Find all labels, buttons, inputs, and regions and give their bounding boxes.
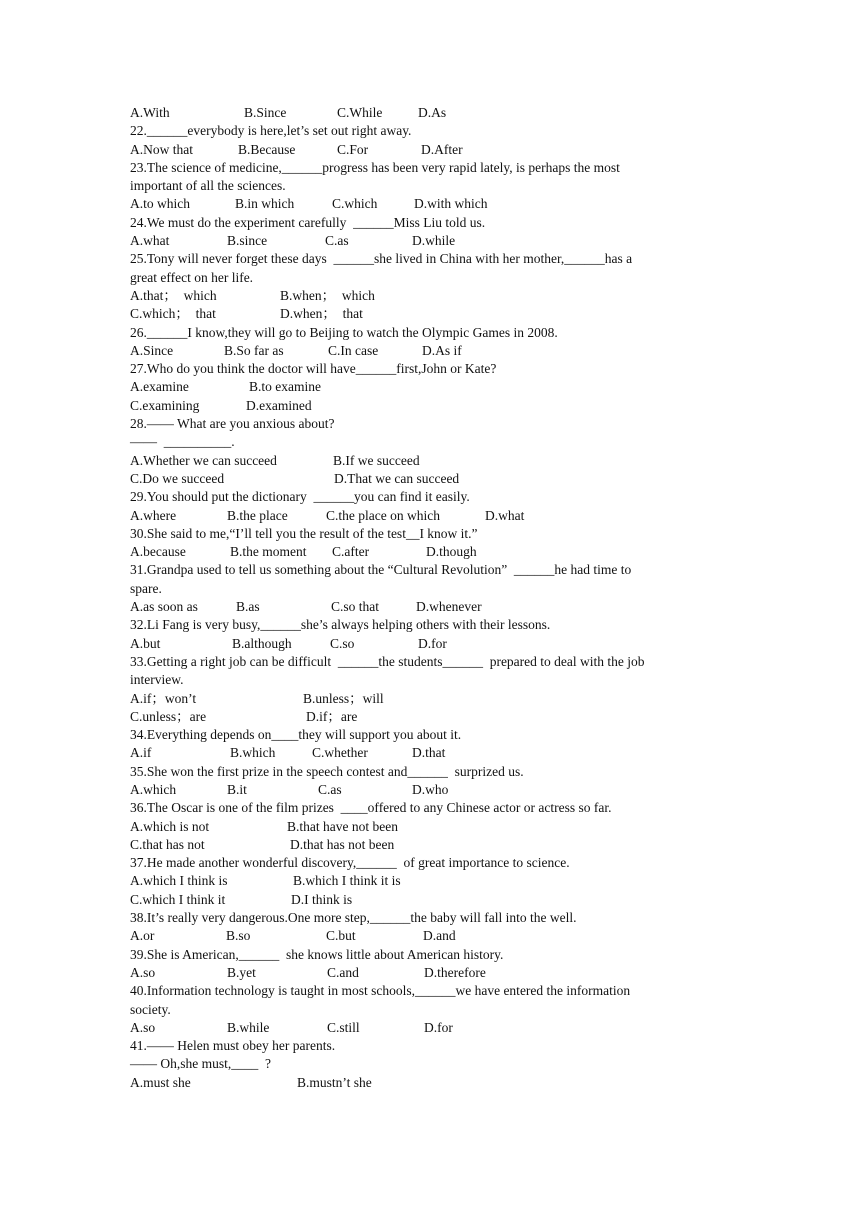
question-text: 24.We must do the experiment carefully ______Miss Liu told us. — [130, 214, 486, 230]
answer-option: A.Whether we can succeed — [130, 452, 277, 468]
answer-option: C.so that — [331, 599, 380, 615]
answer-option: A.that； which — [130, 287, 217, 303]
answer-option: A.With — [130, 105, 170, 120]
answer-option: B.it — [227, 781, 247, 797]
options-row — [130, 744, 730, 762]
answer-option: A.Since — [130, 342, 174, 358]
answer-option: D.while — [412, 233, 456, 249]
answer-option: A.or — [130, 928, 155, 944]
answer-option: B.unless；will — [303, 690, 384, 706]
options-row — [130, 891, 730, 909]
options-row — [130, 598, 730, 616]
answer-option: D.whenever — [416, 599, 482, 615]
answer-option: C.which I think it — [130, 891, 226, 907]
text-line: society. — [130, 1001, 171, 1017]
options-row — [130, 635, 730, 653]
options-row — [130, 342, 730, 360]
answer-option: A.so — [130, 964, 156, 980]
answer-option: D.for — [418, 635, 447, 651]
answer-option: A.if — [130, 745, 152, 761]
options-row — [130, 872, 730, 890]
text-line: great effect on her life. — [130, 269, 254, 285]
options-row — [130, 104, 730, 122]
answer-option: B.so — [226, 928, 251, 944]
text-line: —— Oh,she must,____ ? — [130, 1056, 271, 1072]
answer-option: C.whether — [312, 745, 368, 761]
answer-option: C.In case — [328, 342, 379, 358]
answer-option: D.if；are — [306, 708, 358, 724]
answer-option: A.to which — [130, 196, 190, 212]
question-text: 40.Information technology is taught in most schools,______we have entered the information — [130, 983, 631, 999]
question-text: 27.Who do you think the doctor will have______first,John or Kate? — [130, 361, 497, 377]
question-text: 25.Tony will never forget these days ______she lived in China with her mother,______has a — [130, 251, 633, 267]
answer-option: A.as soon as — [130, 599, 198, 615]
answer-option: D.for — [424, 1019, 453, 1035]
answer-option: A.if；won’t — [130, 690, 197, 706]
question-text: 26.______I know,they will go to Beijing to watch the Olympic Games in 2008. — [130, 324, 558, 340]
options-row — [130, 470, 730, 488]
question-text: 38.It’s really very dangerous.One more step,______the baby will fall into the well. — [130, 910, 577, 926]
answer-option: D.As — [418, 105, 447, 120]
options-row — [130, 141, 730, 159]
options-row — [130, 378, 730, 396]
answer-option: D.with which — [414, 196, 488, 212]
answer-option: B.Since — [244, 105, 287, 120]
answer-option: B.to examine — [249, 379, 321, 395]
answer-option: A.because — [130, 544, 186, 560]
answer-option: B.since — [227, 233, 268, 249]
question-text: 31.Grandpa used to tell us something about the “Cultural Revolution” ______he had time to — [130, 562, 632, 578]
text-line: spare. — [130, 580, 162, 596]
answer-option: D.I think is — [291, 891, 353, 907]
answer-option: A.must she — [130, 1074, 191, 1090]
question-text: 33.Getting a right job can be difficult ______the students______ prepared to deal with the job — [130, 653, 645, 669]
options-row — [130, 690, 730, 708]
answer-option: B.mustn’t she — [297, 1074, 372, 1090]
question-text: 29.You should put the dictionary ______you can find it easily. — [130, 489, 470, 505]
answer-option: C.as — [318, 781, 342, 797]
answer-option: C.after — [332, 544, 370, 560]
text-line: —— __________. — [130, 434, 235, 450]
answer-option: C.but — [326, 928, 356, 944]
exercise-list — [130, 104, 730, 1092]
answer-option: B.the place — [227, 507, 288, 523]
question-text: 41.—— Helen must obey her parents. — [130, 1038, 336, 1054]
answer-option: A.which I think is — [130, 873, 228, 889]
answer-option: B.the moment — [230, 544, 307, 560]
answer-option: B.which — [230, 745, 276, 761]
options-row — [130, 781, 730, 799]
question-text: 23.The science of medicine,______progress has been very rapid lately, is perhaps the most — [130, 159, 620, 175]
answer-option: C.examining — [130, 397, 200, 413]
answer-option: C.which — [332, 196, 378, 212]
text-line: important of all the sciences. — [130, 178, 286, 194]
answer-option: A.what — [130, 233, 170, 249]
question-text: 35.She won the first prize in the speech contest and______ surprized us. — [130, 763, 524, 779]
answer-option: D.when； that — [280, 306, 363, 322]
question-text: 32.Li Fang is very busy,______she’s always helping others with their lessons. — [130, 617, 551, 633]
answer-option: B.Because — [238, 141, 296, 157]
answer-option: B.that have not been — [287, 818, 398, 834]
answer-option: B.although — [232, 635, 292, 651]
options-row — [130, 507, 730, 525]
options-row — [130, 305, 730, 323]
answer-option: C.While — [337, 105, 383, 120]
options-row — [130, 232, 730, 250]
options-row — [130, 452, 730, 470]
answer-option: D.and — [423, 928, 456, 944]
answer-option: C.so — [330, 635, 355, 651]
answer-option: C.and — [327, 964, 359, 980]
answer-option: A.where — [130, 507, 177, 523]
answer-option: D.examined — [246, 397, 312, 413]
question-text: 30.She said to me,“I’ll tell you the result of the test__I know it.” — [130, 525, 478, 541]
answer-option: D.that — [412, 745, 446, 761]
answer-option: C.as — [325, 233, 349, 249]
question-text: 39.She is American,______ she knows little about American history. — [130, 946, 504, 962]
answer-option: A.examine — [130, 379, 189, 395]
options-row — [130, 543, 730, 561]
options-row — [130, 1074, 730, 1092]
question-text: 28.—— What are you anxious about? — [130, 416, 335, 432]
answer-option: B.yet — [227, 964, 256, 980]
options-row — [130, 287, 730, 305]
answer-option: C.still — [327, 1019, 360, 1035]
options-row — [130, 1019, 730, 1037]
options-row — [130, 836, 730, 854]
answer-option: A.which is not — [130, 818, 210, 834]
answer-option: B.which I think it is — [293, 873, 401, 889]
question-text: 37.He made another wonderful discovery,______ of great importance to science. — [130, 855, 570, 871]
options-row — [130, 708, 730, 726]
options-row — [130, 964, 730, 982]
question-text: 34.Everything depends on____they will support you about it. — [130, 727, 462, 743]
answer-option: D.though — [426, 544, 477, 560]
answer-option: C.Do we succeed — [130, 470, 225, 486]
text-line: interview. — [130, 672, 184, 688]
answer-option: B.as — [236, 599, 260, 615]
answer-option: C.which； that — [130, 306, 216, 322]
question-text: 36.The Oscar is one of the film prizes ____offered to any Chinese actor or actress so far. — [130, 800, 612, 816]
question-text: 22.______everybody is here,let’s set out right away. — [130, 123, 412, 139]
answer-option: C.that has not — [130, 836, 205, 852]
answer-option: B.while — [227, 1019, 270, 1035]
answer-option: D.that has not been — [290, 836, 395, 852]
answer-option: D.That we can succeed — [334, 470, 460, 486]
answer-option: B.If we succeed — [333, 452, 420, 468]
answer-option: A.but — [130, 635, 161, 651]
answer-option: D.After — [421, 141, 463, 157]
answer-option: D.therefore — [424, 964, 486, 980]
answer-option: B.So far as — [224, 342, 284, 358]
options-row — [130, 818, 730, 836]
options-row — [130, 195, 730, 213]
answer-option: C.the place on which — [326, 507, 440, 523]
answer-option: C.unless；are — [130, 708, 207, 724]
answer-option: D.As if — [422, 342, 462, 358]
answer-option: A.which — [130, 781, 177, 797]
answer-option: D.what — [485, 507, 525, 523]
answer-option: B.in which — [235, 196, 295, 212]
options-row — [130, 397, 730, 415]
answer-option: B.when； which — [280, 287, 375, 303]
answer-option: C.For — [337, 141, 369, 157]
answer-option: D.who — [412, 781, 449, 797]
answer-option: A.Now that — [130, 141, 193, 157]
answer-option: A.so — [130, 1019, 156, 1035]
options-row — [130, 927, 730, 945]
